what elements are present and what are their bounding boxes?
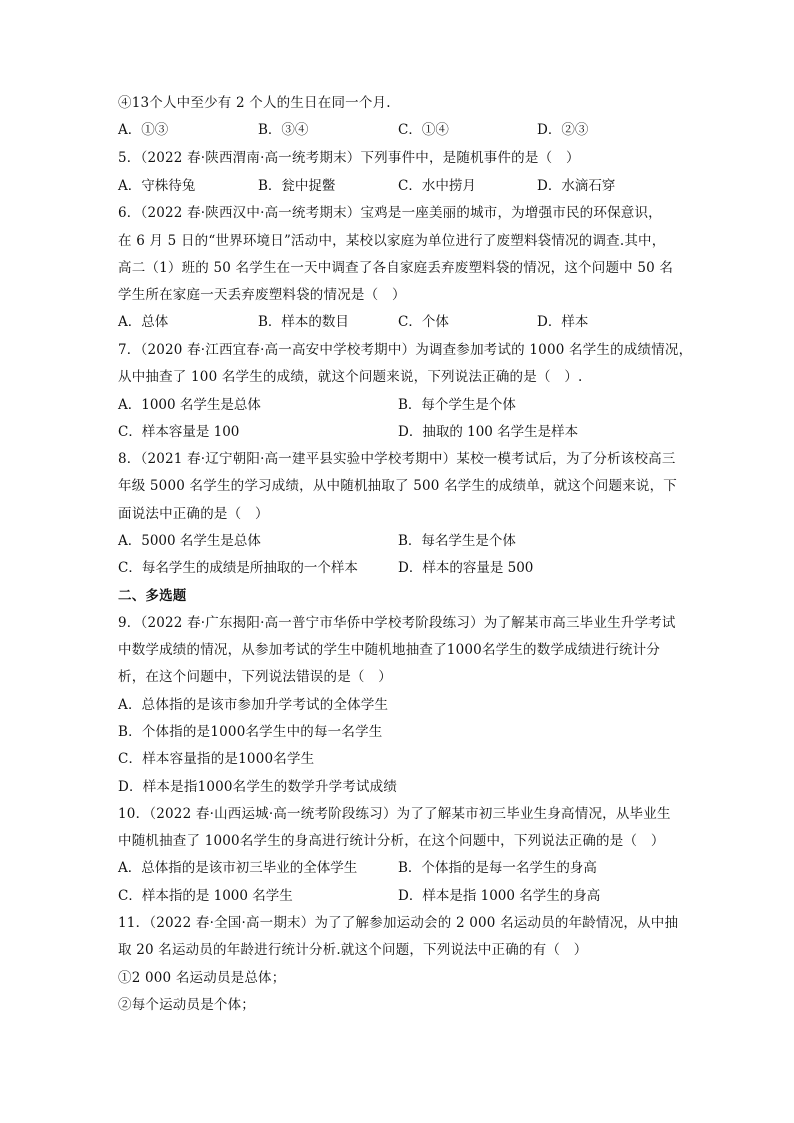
q4-option-d: D．②③	[537, 122, 589, 138]
q6-option-d: D．样本	[537, 314, 589, 330]
q7-option-c: C．样本容量是 100	[118, 424, 240, 440]
q5-stem: 5．（2022 春·陕西渭南·高一统考期末）下列事件中，是随机事件的是（ ）	[118, 150, 580, 166]
q7-stem-line-2: 从中抽查了 100 名学生的成绩，就这个问题来说，下列说法正确的是（ ）.	[118, 369, 583, 385]
q7-option-b: B．每个学生是个体	[398, 397, 516, 413]
q8-option-a: A．5000 名学生是总体	[118, 533, 261, 549]
q8-stem-line-1: 8．（2021 春·辽宁朝阳·高一建平县实验中学校考期中）某校一模考试后，为了分析该校高三	[118, 451, 676, 467]
q7-stem-line-1: 7．（2020 春·江西宜春·高一高安中学校考期中）为调查参加考试的 1000 名学生的成绩情况，	[118, 342, 693, 358]
q9-option-a: A．总体指的是该市参加升学考试的全体学生	[118, 697, 389, 713]
q6-stem-line-3: 高二（1）班的 50 名学生在一天中调查了各自家庭丢弃废塑料袋的情况，这个问题中 50 名	[118, 260, 674, 276]
q6-stem-line-1: 6．（2022 春·陕西汉中·高一统考期末）宝鸡是一座美丽的城市，为增强市民的环保意识，	[118, 205, 662, 221]
q11-stem-line-1: 11．（2022 春·全国·高一期末）为了了解参加运动会的 2 000 名运动员的年龄情况，从中抽	[118, 915, 679, 931]
q6-stem-line-4: 学生所在家庭一天丢弃废塑料袋的情况是（ ）	[118, 287, 406, 303]
q7-option-a: A．1000 名学生是总体	[118, 397, 261, 413]
q10-option-a: A．总体指的是该市初三毕业的全体学生	[118, 860, 358, 876]
q9-stem-line-1: 9．（2022 春·广东揭阳·高一普宁市华侨中学校考阶段练习）为了解某市高三毕业生升学考试	[118, 615, 676, 631]
q9-stem-line-2: 中数学成绩的情况，从参加考试的学生中随机地抽查了1000名学生的数学成绩进行统计分	[118, 642, 661, 658]
q4-option-c: C．①④	[398, 122, 449, 138]
q9-option-d: D．样本是指1000名学生的数学升学考试成绩	[118, 779, 398, 795]
q9-option-b: B．个体指的是1000名学生中的每一名学生	[118, 724, 383, 740]
q5-option-d: D．水滴石穿	[537, 178, 616, 194]
q4-option-b: B．③④	[258, 122, 309, 138]
q8-option-b: B．每名学生是个体	[398, 533, 516, 549]
q6-stem-line-2: 在 6 月 5 日的“世界环境日”活动中，某校以家庭为单位进行了废塑料袋情况的调查.其中，	[118, 233, 666, 249]
section-heading-multi-choice: 二、多选题	[118, 588, 187, 604]
q6-option-b: B．样本的数目	[258, 314, 349, 330]
q5-option-a: A．守株待兔	[118, 178, 196, 194]
q10-option-d: D．样本是指 1000 名学生的身高	[398, 888, 601, 904]
q11-stem-line-2: 取 20 名运动员的年龄进行统计分析.就这个问题，下列说法中正确的有（ ）	[118, 942, 588, 958]
q8-stem-line-2: 年级 5000 名学生的学习成绩，从中随机抽取了 500 名学生的成绩单，就这个问题来说，下	[118, 478, 677, 494]
q4-option-a: A．①③	[118, 122, 169, 138]
q9-stem-line-3: 析，在这个问题中，下列说法错误的是（ ）	[118, 669, 392, 685]
q9-option-c: C．样本容量指的是1000名学生	[118, 751, 315, 767]
q8-option-c: C．每名学生的成绩是所抽取的一个样本	[118, 560, 358, 576]
q8-option-d: D．样本的容量是 500	[398, 560, 534, 576]
q4-statement-4: ④13个人中至少有 2 个人的生日在同一个月.	[118, 95, 391, 111]
q10-option-b: B．个体指的是每一名学生的身高	[398, 860, 597, 876]
q5-option-c: C．水中捞月	[398, 178, 476, 194]
q6-option-a: A．总体	[118, 314, 169, 330]
q7-option-d: D．抽取的 100 名学生是样本	[398, 424, 579, 440]
q6-option-c: C．个体	[398, 314, 449, 330]
q10-option-c: C．样本指的是 1000 名学生	[118, 888, 293, 904]
q10-stem-line-2: 中随机抽查了 1000名学生的身高进行统计分析，在这个问题中，下列说法正确的是（ ）	[118, 833, 665, 849]
q11-statement-1: ①2 000 名运动员是总体；	[118, 970, 286, 986]
q5-option-b: B．瓮中捉鳖	[258, 178, 336, 194]
q11-statement-2: ②每个运动员是个体；	[118, 997, 255, 1013]
q10-stem-line-1: 10．（2022 春·山西运城·高一统考阶段练习）为了了解某市初三毕业生身高情况，从毕业生	[118, 806, 671, 822]
q8-stem-line-3: 面说法中正确的是（ ）	[118, 506, 269, 522]
